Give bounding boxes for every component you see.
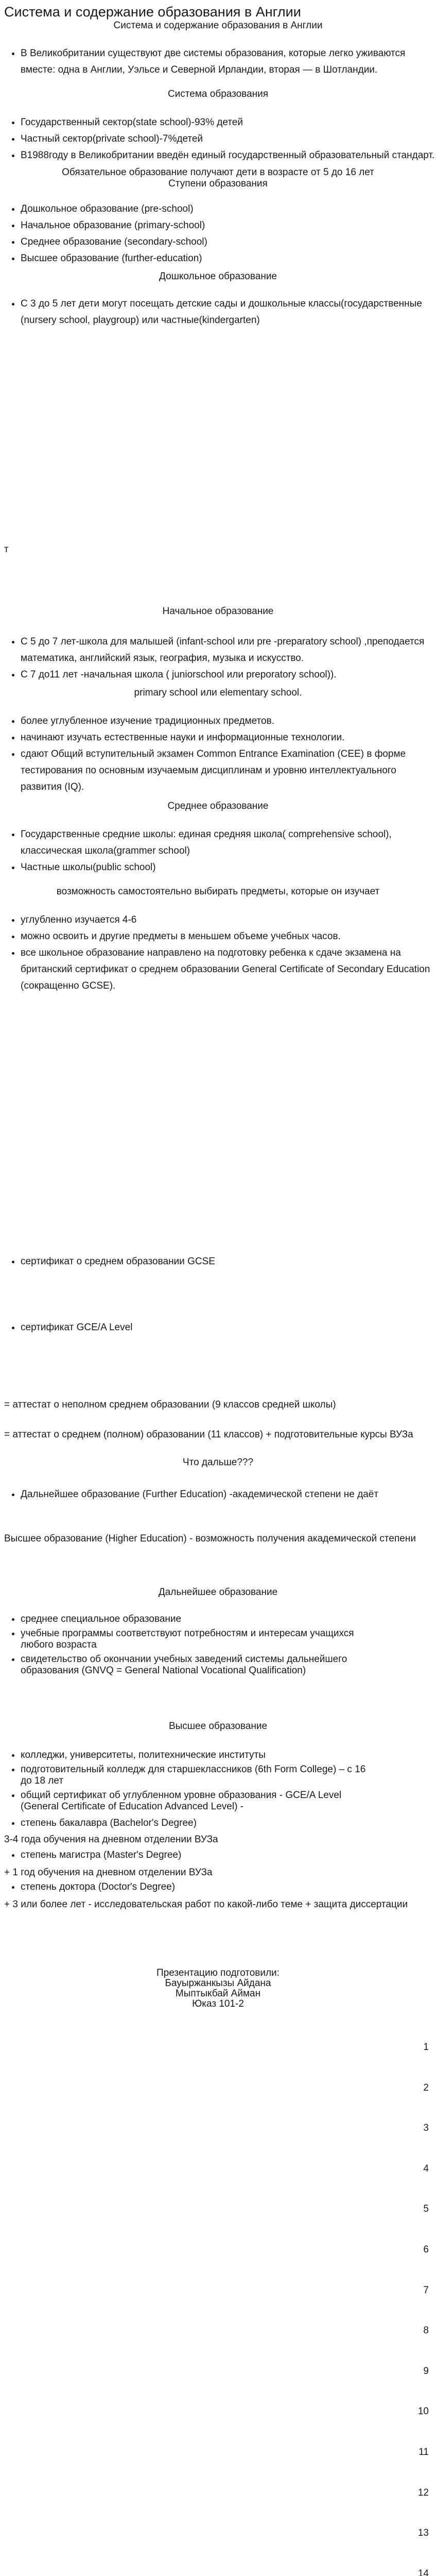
system-section xyxy=(0,89,436,329)
list-item: • сертификат о среднем образовании GCSE xyxy=(21,1256,436,1267)
higher-section xyxy=(0,1721,436,1910)
credits-line: Бауыржанкызы Айдана xyxy=(165,1978,271,1989)
page-number: 8 xyxy=(423,2325,429,2336)
page-number: 9 xyxy=(423,2365,429,2377)
page-number: 3 xyxy=(423,2123,429,2134)
mandatory-text: Обязательное образование получают дети в возрасте от 5 до 16 лет xyxy=(62,167,374,178)
page-number: 10 xyxy=(417,2406,429,2417)
further-note-section xyxy=(0,1489,436,1500)
list-item: • сертификат GCE/A Level xyxy=(21,1322,436,1333)
page-subtitle: Система и содержание образования в Англии xyxy=(113,20,323,31)
section-heading: возможность самостоятельно выбирать предметы, которые он изучает xyxy=(56,886,380,897)
higher-note: Высшее образование (Higher Education) - возможность получения академической степени xyxy=(4,1533,416,1544)
attestat-complete: = аттестат о среднем (полном) образовании (11 классов) + подготовительные курсы ВУЗа xyxy=(4,1429,413,1440)
list-item: • С 5 до 7 лет-школа для малышей (infant-school или pre -preparatory school) ,преподается математика, английский язык, география, музыка и искусство. xyxy=(21,634,436,667)
list-item: • степень бакалавра (Bachelor's Degree) xyxy=(21,1818,436,1829)
section-heading: Ступени образования xyxy=(168,178,268,189)
list-item: • степень доктора (Doctor's Degree) xyxy=(21,1882,436,1893)
page-number-list xyxy=(418,2042,429,2576)
list-item: • Дошкольное образование (pre-school) xyxy=(21,201,436,217)
primary-section xyxy=(0,606,436,994)
page-number: 14 xyxy=(417,2568,429,2576)
master-note: + 1 год обучения на дневном отделении ВУЗа xyxy=(4,1867,213,1878)
gcse-section xyxy=(0,1256,436,1267)
stray-text: т xyxy=(4,544,9,555)
section-heading: Высшее образование xyxy=(168,1721,268,1732)
list-item: • общий сертификат об углубленном уровне образования - GCE/A Level (General Certificate of Education Advanced Level) - xyxy=(21,1790,379,1812)
attestat-incomplete: = аттестат о неполном среднем образовании (9 классов средней школы) xyxy=(4,1399,336,1410)
list-item: • среднее специальное образование xyxy=(21,1614,379,1625)
bachelor-note: 3-4 года обучения на дневном отделении ВУЗа xyxy=(4,1834,218,1845)
page-number: 6 xyxy=(423,2244,429,2255)
page-number: 11 xyxy=(418,2446,429,2458)
list-item: • С 7 до11 лет -начальная школа ( juniorschool или preporatory school)). xyxy=(21,667,436,683)
credits-line: Мыптыкбай Айман xyxy=(175,1988,261,1999)
list-item: • В Великобритании существуют две системы образования, которые легко уживаются вместе: одна в Англии, Уэльсе и Северной Ирландии, вторая — в Шотландии. xyxy=(21,45,436,78)
list-item: • Среднее образование (secondary-school) xyxy=(21,234,436,250)
what-next: Что дальше??? xyxy=(182,1457,254,1468)
list-item: • учебные программы соответствуют потребностям и интересам учащихся любого возраста xyxy=(21,1628,379,1651)
list-item: • можно освоить и другие предметы в меньшем объеме учебных часов. xyxy=(21,928,436,945)
list-item: • колледжи, университеты, политехнические институты xyxy=(21,1750,379,1761)
list-item: • степень магистра (Master's Degree) xyxy=(21,1850,436,1861)
list-item: • сдают Общий вступительный экзамен Common Entrance Examination (CEE) в форме тестирования по основным изучаемым дисциплинам и уровню интеллектуального развития (IQ). xyxy=(21,746,436,795)
section-heading: Дальнейшее образование xyxy=(158,1587,278,1598)
list-item: • Государственный сектор(state school)-93% детей xyxy=(21,114,436,131)
list-item: • все школьное образование направлено на подготовку ребенка к сдаче экзамена на британский сертификат о среднем образовании General Certificate of Secondary Education (сокращенно GCSE). xyxy=(21,945,436,994)
page-number: 13 xyxy=(417,2528,429,2539)
list-item: • В1988году в Великобритании введён единый государственный образовательный стандарт. xyxy=(21,147,436,164)
page-number: 7 xyxy=(423,2284,429,2296)
list-item: • Государственные средние школы: единая средняя школа( comprehensive school), классическая школа(grammer school) xyxy=(21,826,436,859)
list-item: • Частный сектор(private school)-7%детей xyxy=(21,131,436,147)
list-item: • свидетельство об окончании учебных заведений системы дальнейшего образования (GNVQ = General National Vocational Qualification) xyxy=(21,1654,379,1676)
section-heading: Среднее образование xyxy=(167,801,269,811)
list-item: • более углубленное изучение традиционных предметов. xyxy=(21,713,436,730)
page-number: 1 xyxy=(423,2042,429,2053)
page-title: Система и содержание образования в Англии xyxy=(4,4,301,20)
list-item: • начинают изучать естественные науки и информационные технологии. xyxy=(21,730,436,746)
list-item: • Высшее образование (further-education) xyxy=(21,250,436,267)
list-item: • Начальное образование (primary-school) xyxy=(21,217,436,234)
credits xyxy=(0,1968,436,2009)
list-item: • Дальнейшее образование (Further Education) -академической степени не даёт xyxy=(21,1489,436,1500)
list-item: • Частные школы(public school) xyxy=(21,859,436,876)
section-heading: Начальное образование xyxy=(162,606,274,617)
further-section xyxy=(0,1587,436,1676)
doctor-note: + 3 или более лет - исследовательская работ по какой-либо теме + защита диссертации xyxy=(4,1899,408,1910)
list-item: • углубленно изучается 4-6 xyxy=(21,912,436,928)
section-heading: Дошкольное образование xyxy=(159,271,277,282)
section-heading: primary school или elementary school. xyxy=(134,687,302,698)
section-heading: Система образования xyxy=(167,89,269,99)
credits-line: Презентацию подготовили: xyxy=(156,1968,280,1978)
intro-section xyxy=(0,45,436,78)
list-item: • подготовительный колледж для старшеклассников (6th Form College) – с 16 до 18 лет xyxy=(21,1764,379,1787)
page-number: 12 xyxy=(417,2487,429,2498)
page-number: 2 xyxy=(423,2082,429,2093)
gce-section xyxy=(0,1322,436,1333)
page-number: 4 xyxy=(423,2163,429,2174)
credits-line: Юказ 101-2 xyxy=(192,1998,244,2009)
list-item: • С 3 до 5 лет дети могут посещать детские сады и дошкольные классы(государственные (nursery school, playgroup) или частные(kindergarten) xyxy=(21,296,436,329)
page-number: 5 xyxy=(423,2204,429,2215)
